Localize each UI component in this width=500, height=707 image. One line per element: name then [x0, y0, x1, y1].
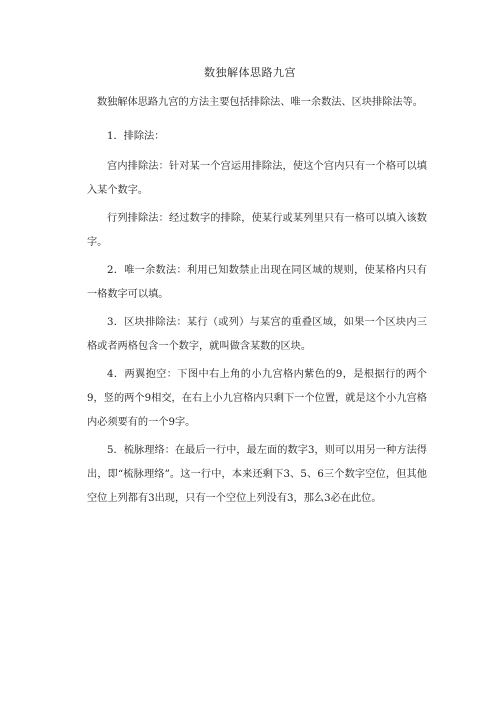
paragraph-palace-exclusion: 宫内排除法：针对某一个宫运用排除法，使这个宫内只有一个格可以填入某个数字。	[87, 161, 427, 196]
paragraph-two-wings: 4．两翼抱空：下图中右上角的小九宫格内紫色的9，是根据行的两个9，竖的两个9相交，在右上小九宫格内只剩下一个位置，就是这个小九宫格内必须要有的一个9字。	[87, 369, 427, 428]
paragraph-row-column-exclusion: 行列排除法：经过数字的排除，使某行或某列里只有一格可以填入该数字。	[87, 213, 427, 248]
document-title: 数独解体思路九宫	[204, 66, 296, 79]
paragraph-block-exclusion: 3．区块排除法：某行（或列）与某宫的重叠区域，如果一个区块内三格或者两格包含一个数字，就叫做含某数的区块。	[87, 317, 427, 352]
paragraph-comb-veins: 5．梳脉理络：在最后一行中，最左面的数字3，则可以用另一种方法得出，即“梳脉理络”。这一行中，本来还剩下3、5、6三个数字空位，但其他空位上列都有3出现，只有一个空位上列没有3，那么3必在此位。	[87, 445, 427, 504]
paragraph-section-1-heading: 1．排除法：	[107, 131, 165, 142]
paragraph-intro: 数独解体思路九宫的方法主要包括排除法、唯一余数法、区块排除法等。	[97, 97, 423, 108]
paragraph-unique-remainder: 2．唯一余数法：利用已知数禁止出现在同区域的规则，使某格内只有一格数字可以填。	[87, 265, 427, 300]
